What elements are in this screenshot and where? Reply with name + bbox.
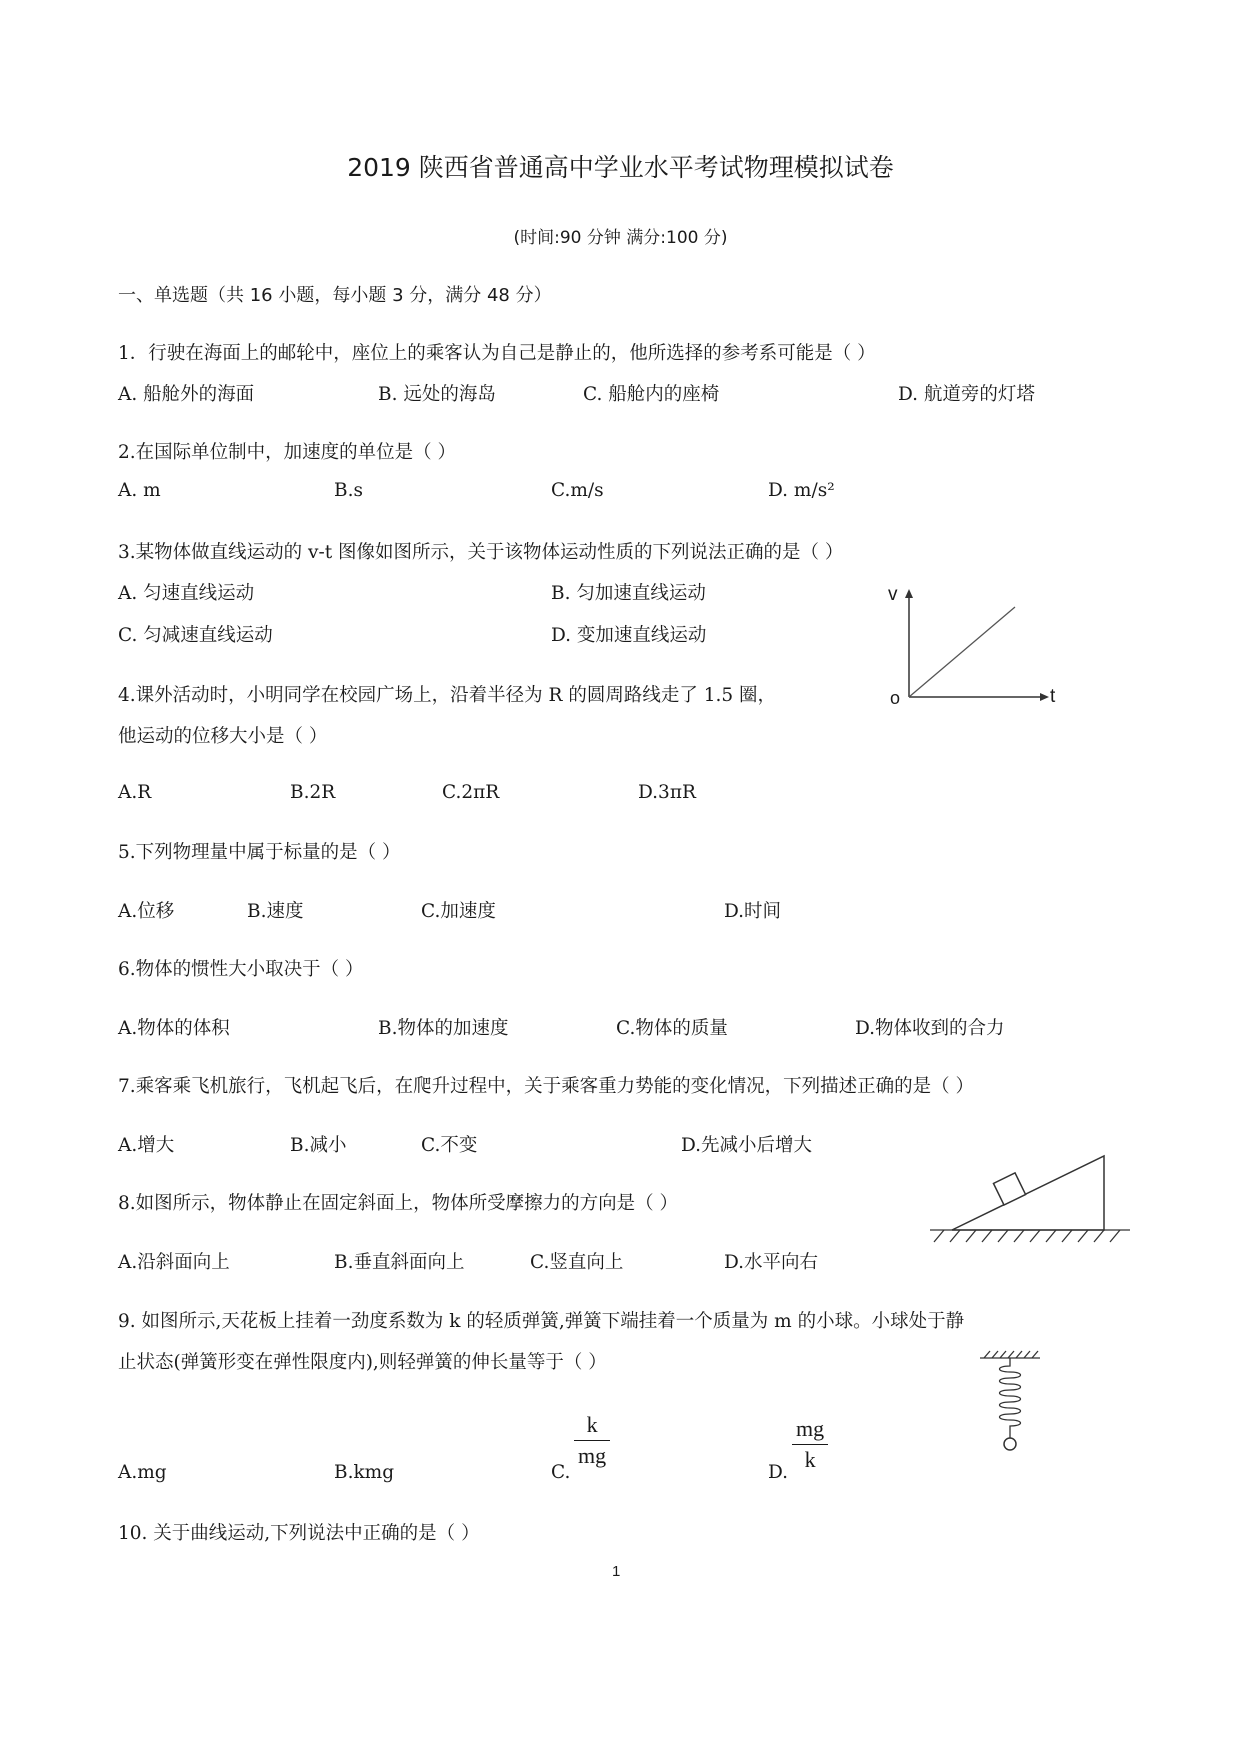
question-3-option-b: B. 匀加速直线运动 bbox=[551, 583, 706, 604]
question-3-option-a: A. 匀速直线运动 bbox=[118, 583, 255, 604]
block-on-incline bbox=[993, 1173, 1025, 1205]
incline-triangle bbox=[952, 1156, 1104, 1230]
question-9-option-d: D. bbox=[768, 1462, 789, 1483]
ground-hatching bbox=[930, 1230, 1130, 1242]
question-2-option-c: C.m/s bbox=[551, 480, 604, 501]
vt-graph-figure bbox=[885, 585, 1065, 725]
question-4-stem-line2: 他运动的位移大小是（ ） bbox=[118, 726, 328, 747]
question-8-stem: 8.如图所示，物体静止在固定斜面上，物体所受摩擦力的方向是（ ） bbox=[118, 1193, 679, 1214]
question-9-stem-line2: 止状态(弹簧形变在弹性限度内),则轻弹簧的伸长量等于（ ） bbox=[118, 1352, 607, 1373]
question-7-option-b: B.减小 bbox=[290, 1135, 347, 1156]
question-8-option-c: C.竖直向上 bbox=[530, 1252, 624, 1273]
fraction-c-denominator: mg bbox=[578, 1443, 607, 1468]
section-title: 一、单选题（共 16 小题，每小题 3 分，满分 48 分） bbox=[118, 285, 552, 306]
fraction-d-bar bbox=[792, 1444, 828, 1445]
question-7-option-c: C.不变 bbox=[421, 1135, 478, 1156]
question-2-option-a: A. m bbox=[118, 480, 161, 501]
question-6-option-b: B.物体的加速度 bbox=[378, 1018, 509, 1039]
question-9-stem-line1: 9. 如图所示,天花板上挂着一劲度系数为 k 的轻质弹簧,弹簧下端挂着一个质量为 m 的小球。小球处于静 bbox=[118, 1311, 965, 1332]
question-5-option-a: A.位移 bbox=[118, 901, 175, 922]
question-3-option-c: C. 匀减速直线运动 bbox=[118, 625, 273, 646]
question-8-option-b: B.垂直斜面向上 bbox=[334, 1252, 465, 1273]
question-5-option-c: C.加速度 bbox=[421, 901, 496, 922]
question-9-option-d-fraction bbox=[792, 1416, 828, 1473]
ceiling bbox=[980, 1351, 1040, 1358]
question-4-option-b: B.2R bbox=[290, 782, 336, 803]
question-9-option-c: C. bbox=[551, 1462, 571, 1483]
question-1-stem: 1．行驶在海面上的邮轮中，座位上的乘客认为自己是静止的，他所选择的参考系可能是（ ） bbox=[118, 343, 876, 364]
question-8-option-d: D.水平向右 bbox=[724, 1252, 819, 1273]
fraction-c-bar bbox=[574, 1440, 610, 1441]
incline-figure bbox=[930, 1148, 1130, 1248]
vt-graph-axes bbox=[905, 589, 1049, 701]
question-7-option-d: D.先减小后增大 bbox=[681, 1135, 813, 1156]
page-number: 1 bbox=[612, 1563, 621, 1580]
question-4-option-d: D.3πR bbox=[638, 782, 696, 803]
question-3-stem: 3.某物体做直线运动的 v-t 图像如图所示，关于该物体运动性质的下列说法正确的是（ ） bbox=[118, 542, 844, 563]
question-9-option-c-fraction bbox=[574, 1412, 610, 1469]
question-5-option-d: D.时间 bbox=[724, 901, 782, 922]
question-2-option-b: B.s bbox=[334, 480, 363, 501]
question-6-stem: 6.物体的惯性大小取决于（ ） bbox=[118, 959, 364, 980]
question-4-stem-line1: 4.课外活动时，小明同学在校园广场上，沿着半径为 R 的圆周路线走了 1.5 圈， bbox=[118, 685, 777, 706]
question-6-option-d: D.物体收到的合力 bbox=[855, 1018, 1005, 1039]
exam-subtitle: (时间:90 分钟 满分:100 分) bbox=[513, 228, 728, 248]
fraction-d-denominator: k bbox=[804, 1447, 816, 1472]
question-6-option-a: A.物体的体积 bbox=[118, 1018, 230, 1039]
question-1-option-c: C. 船舱内的座椅 bbox=[583, 384, 720, 405]
vt-graph-line bbox=[909, 607, 1015, 697]
question-1-option-b: B. 远处的海岛 bbox=[378, 384, 496, 405]
question-1-option-a: A. 船舱外的海面 bbox=[118, 384, 255, 405]
question-6-option-c: C.物体的质量 bbox=[616, 1018, 728, 1039]
question-3-option-d: D. 变加速直线运动 bbox=[551, 625, 707, 646]
question-4-option-c: C.2πR bbox=[442, 782, 500, 803]
spring-coil bbox=[1000, 1358, 1021, 1438]
question-10-stem: 10. 关于曲线运动,下列说法中正确的是（ ） bbox=[118, 1523, 480, 1544]
question-5-option-b: B.速度 bbox=[247, 901, 304, 922]
spring-figure bbox=[978, 1350, 1048, 1460]
question-9-option-a: A.mg bbox=[118, 1462, 167, 1483]
ball bbox=[1004, 1438, 1016, 1450]
question-2-stem: 2.在国际单位制中，加速度的单位是（ ） bbox=[118, 442, 457, 463]
question-1-option-d: D. 航道旁的灯塔 bbox=[898, 384, 1035, 405]
question-5-stem: 5.下列物理量中属于标量的是（ ） bbox=[118, 842, 401, 863]
exam-title: 2019 陕西省普通高中学业水平考试物理模拟试卷 bbox=[347, 153, 894, 182]
question-7-stem: 7.乘客乘飞机旅行，飞机起飞后，在爬升过程中，关于乘客重力势能的变化情况，下列描述正确的是（ ） bbox=[118, 1076, 975, 1097]
question-4-option-a: A.R bbox=[118, 782, 152, 803]
vt-graph-origin-label: o bbox=[890, 688, 901, 708]
question-8-option-a: A.沿斜面向上 bbox=[118, 1252, 230, 1273]
question-2-option-d: D. m/s² bbox=[768, 480, 835, 501]
question-9-option-b: B.kmg bbox=[334, 1462, 395, 1483]
question-7-option-a: A.增大 bbox=[118, 1135, 175, 1156]
vt-graph-t-label: t bbox=[1050, 686, 1056, 707]
fraction-c-numerator: k bbox=[586, 1412, 598, 1437]
fraction-d-numerator: mg bbox=[796, 1416, 825, 1441]
vt-graph-v-label: v bbox=[888, 584, 898, 605]
